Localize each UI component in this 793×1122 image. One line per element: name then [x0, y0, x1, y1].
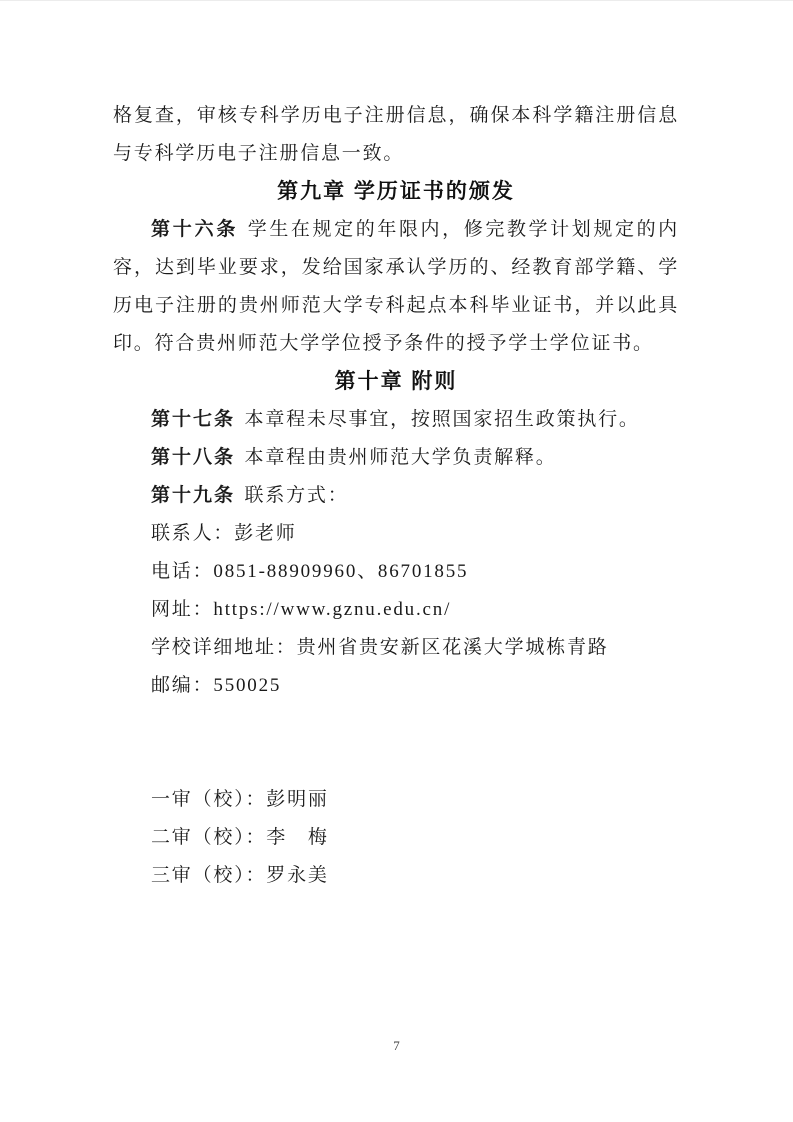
contact-address-line: 学校详细地址：贵州省贵安新区花溪大学城栋青路 — [151, 637, 609, 658]
article-17-label: 第十七条 — [151, 409, 236, 430]
paragraph-continuation: 格复查，审核专科学历电子注册信息，确保本科学籍注册信息与专科学历电子注册信息一致。 — [113, 105, 679, 164]
chapter-10-heading: 第十章 附则 — [334, 370, 458, 393]
article-19-text: 联系方式： — [244, 485, 349, 506]
review-signature-block — [113, 781, 679, 895]
contact-phone-line: 电话：0851-88909960、86701855 — [151, 561, 469, 582]
article-18-label: 第十八条 — [151, 447, 236, 468]
contact-person-line: 联系人：彭老师 — [151, 523, 297, 544]
article-17-text: 本章程未尽事宜，按照国家招生政策执行。 — [244, 409, 640, 430]
article-19-label: 第十九条 — [151, 485, 236, 506]
article-16-paragraph — [113, 211, 679, 363]
chapter-9-heading: 第九章 学历证书的颁发 — [277, 180, 515, 203]
article-19-paragraph — [113, 477, 679, 515]
page-footer — [0, 1037, 793, 1055]
article-16-label: 第十六条 — [151, 219, 239, 240]
page-number: 7 — [393, 1038, 400, 1053]
contact-postal-code-line: 邮编：550025 — [151, 675, 282, 696]
document-body — [113, 97, 679, 895]
article-17-paragraph — [113, 401, 679, 439]
contact-website-line: 网址：https://www.gznu.edu.cn/ — [151, 599, 452, 620]
review-line-third: 三审（校）：罗永美 — [151, 865, 329, 886]
review-line-second: 二审（校）：李 梅 — [151, 827, 329, 848]
article-16-text: 学生在规定的年限内，修完教学计划规定的内容，达到毕业要求，发给国家承认学历的、经教育部学籍、学历电子注册的贵州师范大学专科起点本科毕业证书，并以此具印。符合贵州师范大学学位授予条件的授予学士学位证书。 — [113, 219, 679, 354]
review-line-first: 一审（校）：彭明丽 — [151, 789, 329, 810]
article-18-text: 本章程由贵州师范大学负责解释。 — [244, 447, 557, 468]
article-18-paragraph — [113, 439, 679, 477]
